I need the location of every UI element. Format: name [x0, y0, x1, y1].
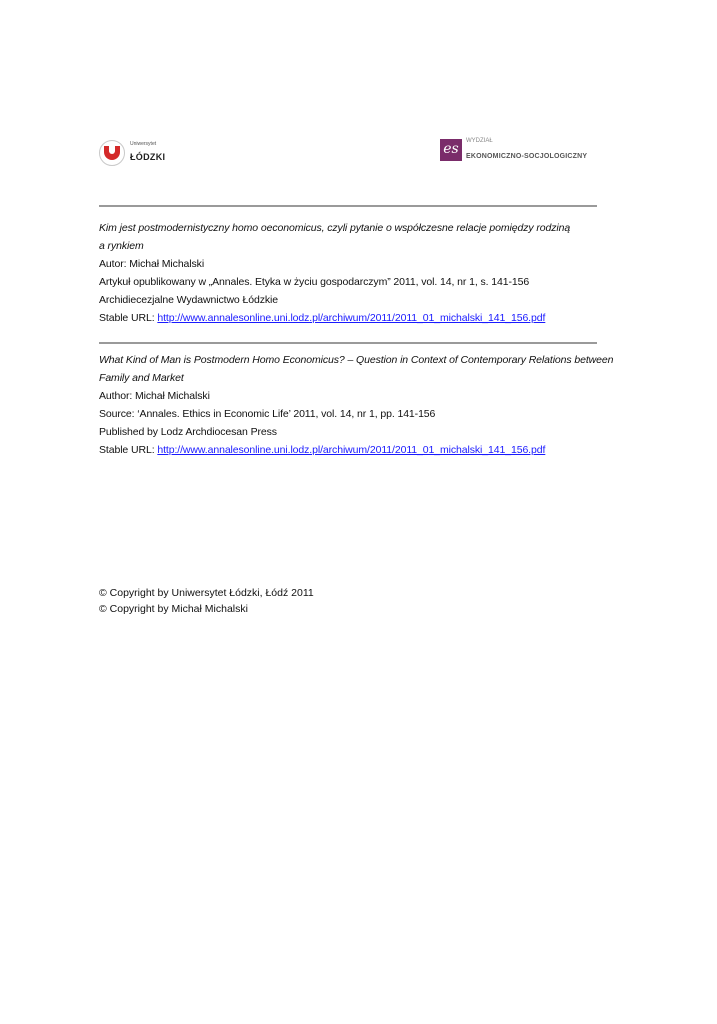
faculty-es-icon: es [440, 139, 462, 161]
english-title-line2: Family and Market [99, 372, 184, 384]
english-stable-url-link[interactable]: http://www.annalesonline.uni.lodz.pl/archiwum/2011/2011_01_michalski_141_156.pdf [157, 444, 546, 456]
polish-author: Autor: Michał Michalski [99, 258, 205, 270]
copyright-notice [99, 585, 314, 617]
polish-stable-url-link[interactable]: http://www.annalesonline.uni.lodz.pl/archiwum/2011/2011_01_michalski_141_156.pdf [157, 312, 546, 324]
english-title-line1: What Kind of Man is Postmodern Homo Economicus? – Question in Context of Contemporary Relations between [99, 354, 614, 366]
faculty-logo [440, 138, 587, 162]
faculty-logo-small-text: WYDZIAŁ [466, 138, 493, 144]
polish-publisher: Archidiecezjalne Wydawnictwo Łódzkie [99, 294, 278, 306]
english-stable-url-label: Stable URL: [99, 444, 155, 456]
polish-title-line2: a rynkiem [99, 240, 144, 252]
university-logo-name: ŁÓDZKI [130, 152, 166, 162]
divider-middle [99, 342, 597, 344]
english-author: Author: Michał Michalski [99, 390, 210, 402]
header-logos [99, 132, 597, 172]
english-publisher: Published by Lodz Archdiocesan Press [99, 426, 277, 438]
polish-stable-url-row [99, 309, 599, 327]
faculty-logo-name: EKONOMICZNO-SOCJOLOGICZNY [466, 152, 588, 160]
english-stable-url-row [99, 441, 599, 459]
english-citation [99, 351, 614, 459]
copyright-line-author: © Copyright by Michał Michalski [99, 603, 248, 615]
polish-stable-url-label: Stable URL: [99, 312, 155, 324]
divider-top [99, 205, 597, 207]
university-seal-icon [99, 140, 125, 166]
english-source: Source: ‘Annales. Ethics in Economic Life’ 2011, vol. 14, nr 1, pp. 141-156 [99, 408, 436, 420]
polish-citation [99, 219, 599, 327]
copyright-line-university: © Copyright by Uniwersytet Łódzki, Łódź 2011 [99, 587, 314, 599]
university-logo-small-text: Uniwersytet [130, 141, 157, 147]
polish-article: Artykuł opublikowany w „Annales. Etyka w życiu gospodarczym” 2011, vol. 14, nr 1, s. 141-156 [99, 276, 530, 288]
polish-title-line1: Kim jest postmodernistyczny homo oeconomicus, czyli pytanie o współczesne relacje pomiędzy rodziną [99, 222, 571, 234]
university-logo [99, 138, 165, 168]
